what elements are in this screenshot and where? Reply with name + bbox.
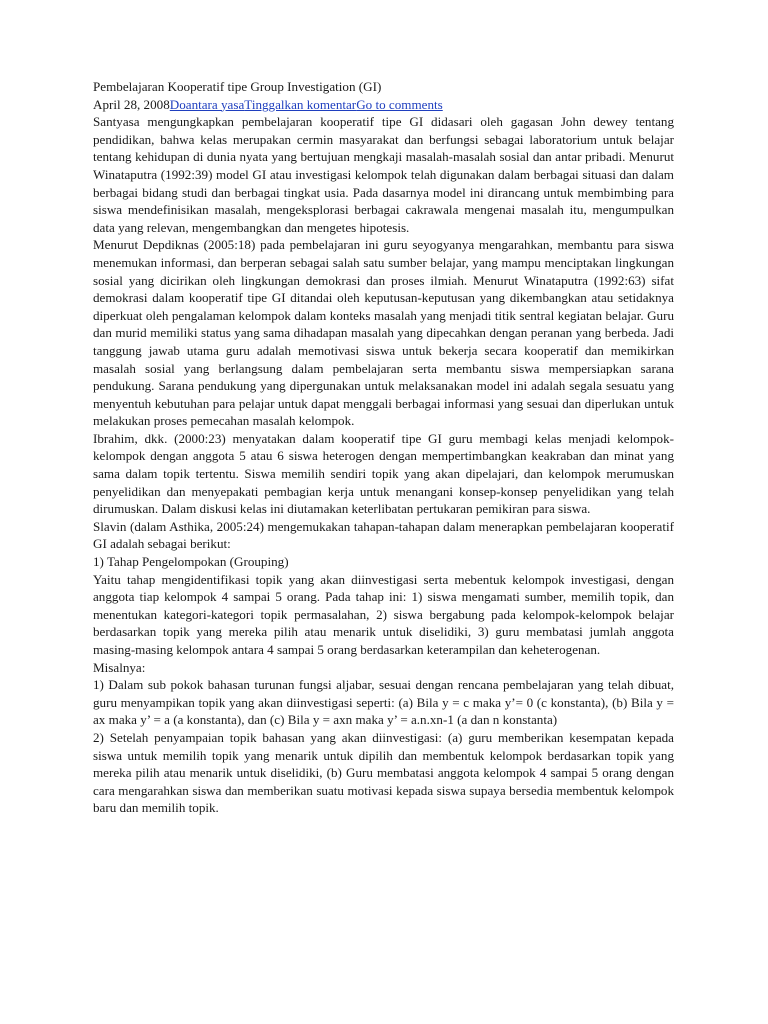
go-to-comments-link[interactable]: Go to comments <box>356 96 443 112</box>
paragraph-example-2: 2) Setelah penyampaian topik bahasan yang akan diinvestigasi: (a) guru memberikan kesempatan kepada siswa untuk memilih topik yang menarik untuk dipilih dan membentuk kelompok berdasarkan topik yang mereka pilih atau menarik untuk diselidiki, (b) Guru membatasi anggota kelompok 4 sampai 5 orang dengan cara mengarahkan siswa dan memberikan suatu motivasi kepada siswa supaya bersedia membentuk kelompok baru dan memilih topik. <box>93 729 674 816</box>
paragraph-santyasa: Santyasa mengungkapkan pembelajaran kooperatif tipe GI didasari oleh gagasan John dewey tentang pendidikan, bahwa kelas merupakan cermin masyarakat dan berfungsi sebagai laboratorium untuk belajar tentang kehidupan di dunia nyata yang bertujuan mengkaji masalah-masalah sosial dan antar pribadi. Menurut Winataputra (1992:39) model GI atau investigasi kelompok telah digunakan dalam berbagai situasi dan dalam berbagai bidang studi dan berbagai tingkat usia. Pada dasarnya model ini dirancang untuk membimbing para siswa mendefinisikan masalah, mengeksplorasi berbagai cakrawala mengenai masalah itu, mengumpulkan data yang relevan, mengembangkan dan mengetes hipotesis. <box>93 114 674 235</box>
author-link[interactable]: Doantara yasa <box>169 96 245 112</box>
paragraph-slavin: Slavin (dalam Asthika, 2005:24) mengemukakan tahapan-tahapan dalam menerapkan pembelajaran kooperatif GI adalah sebagai berikut: <box>93 518 674 552</box>
leave-comment-link[interactable]: Tinggalkan komentar <box>244 96 357 112</box>
paragraph-grouping-stage: Yaitu tahap mengidentifikasi topik yang akan diinvestigasi serta mebentuk kelompok investigasi, dengan anggota tiap kelompok 4 sampai 5 orang. Pada tahap ini: 1) siswa mengamati sumber, memilih topik, dan menentukan kategori-kategori topik permasalahan, 2) siswa bergabung pada kelompok-kelompok belajar berdasarkan topik yang mereka pilih atau menarik untuk diselidiki, 3) guru membatasi jumlah anggota masing-masing kelompok antara 4 sampai 5 orang berdasarkan keterampilan dan keheterogenan. <box>93 571 674 657</box>
step-1-heading: 1) Tahap Pengelompokan (Grouping) <box>93 554 289 570</box>
post-title: Pembelajaran Kooperatif tipe Group Investigation (GI) <box>93 79 382 94</box>
document-page <box>93 78 674 817</box>
paragraph-ibrahim: Ibrahim, dkk. (2000:23) menyatakan dalam kooperatif tipe GI guru membagi kelas menjadi kelompok-kelompok dengan anggota 5 atau 6 siswa heterogen dengan mempertimbangkan keakraban dan minat yang sama dalam topik tertentu. Siswa memilih sendiri topik yang akan dipelajari, dan kelompok merumuskan penyelidikan dan menyepakati pembagian kerja untuk menangani konsep-konsep penyelidikan yang telah dirumuskan. Dalam diskusi kelas ini diutamakan keterlibatan pertukaran pemikiran para siswa. <box>93 430 674 517</box>
paragraph-depdiknas: Menurut Depdiknas (2005:18) pada pembelajaran ini guru seyogyanya mengarahkan, membantu para siswa menemukan informasi, dan berperan sebagai salah satu sumber belajar, yang mampu menciptakan lingkungan sosial yang dicirikan oleh lingkungan demokrasi dan proses ilmiah. Menurut Winataputra (1992:63) sifat demokrasi dalam kooperatif tipe GI ditandai oleh keputusan-keputusan yang dikembangkan atau setidaknya diperkuat oleh pengalaman kelompok dalam konteks masalah yang menjadi titik sentral kegiatan belajar. Guru dan murid memiliki status yang sama dihadapan masalah yang dipecahkan dengan peranan yang berbeda. Jadi tanggung jawab utama guru adalah memotivasi siswa untuk bekerja secara kooperatif dan memikirkan masalah sosial yang berlangsung dalam pembelajaran serta membantu siswa mempersiapkan sarana pendukung. Sarana pendukung yang dipergunakan untuk melaksanakan model ini adalah segala sesuatu yang menyentuh kebutuhan para pelajar untuk dapat menggali berbagai informasi yang sesuai dan diperlukan untuk melakukan proses pemecahan masalah kelompok. <box>93 237 674 429</box>
post-date: April 28, 2008 <box>93 96 170 112</box>
example-label: Misalnya: <box>93 659 146 675</box>
paragraph-example-1: 1) Dalam sub pokok bahasan turunan fungsi aljabar, sesuai dengan rencana pembelajaran yang telah dibuat, guru menyampikan topik yang akan diinvestigasi seperti: (a) Bila y = c maka y’= 0 (c konstanta), (b) Bila y = ax maka y’ = a (a konstanta), dan (c) Bila y = axn maka y’ = a.n.xn-1 (a dan n konstanta) <box>93 677 674 728</box>
post-meta <box>93 96 674 114</box>
